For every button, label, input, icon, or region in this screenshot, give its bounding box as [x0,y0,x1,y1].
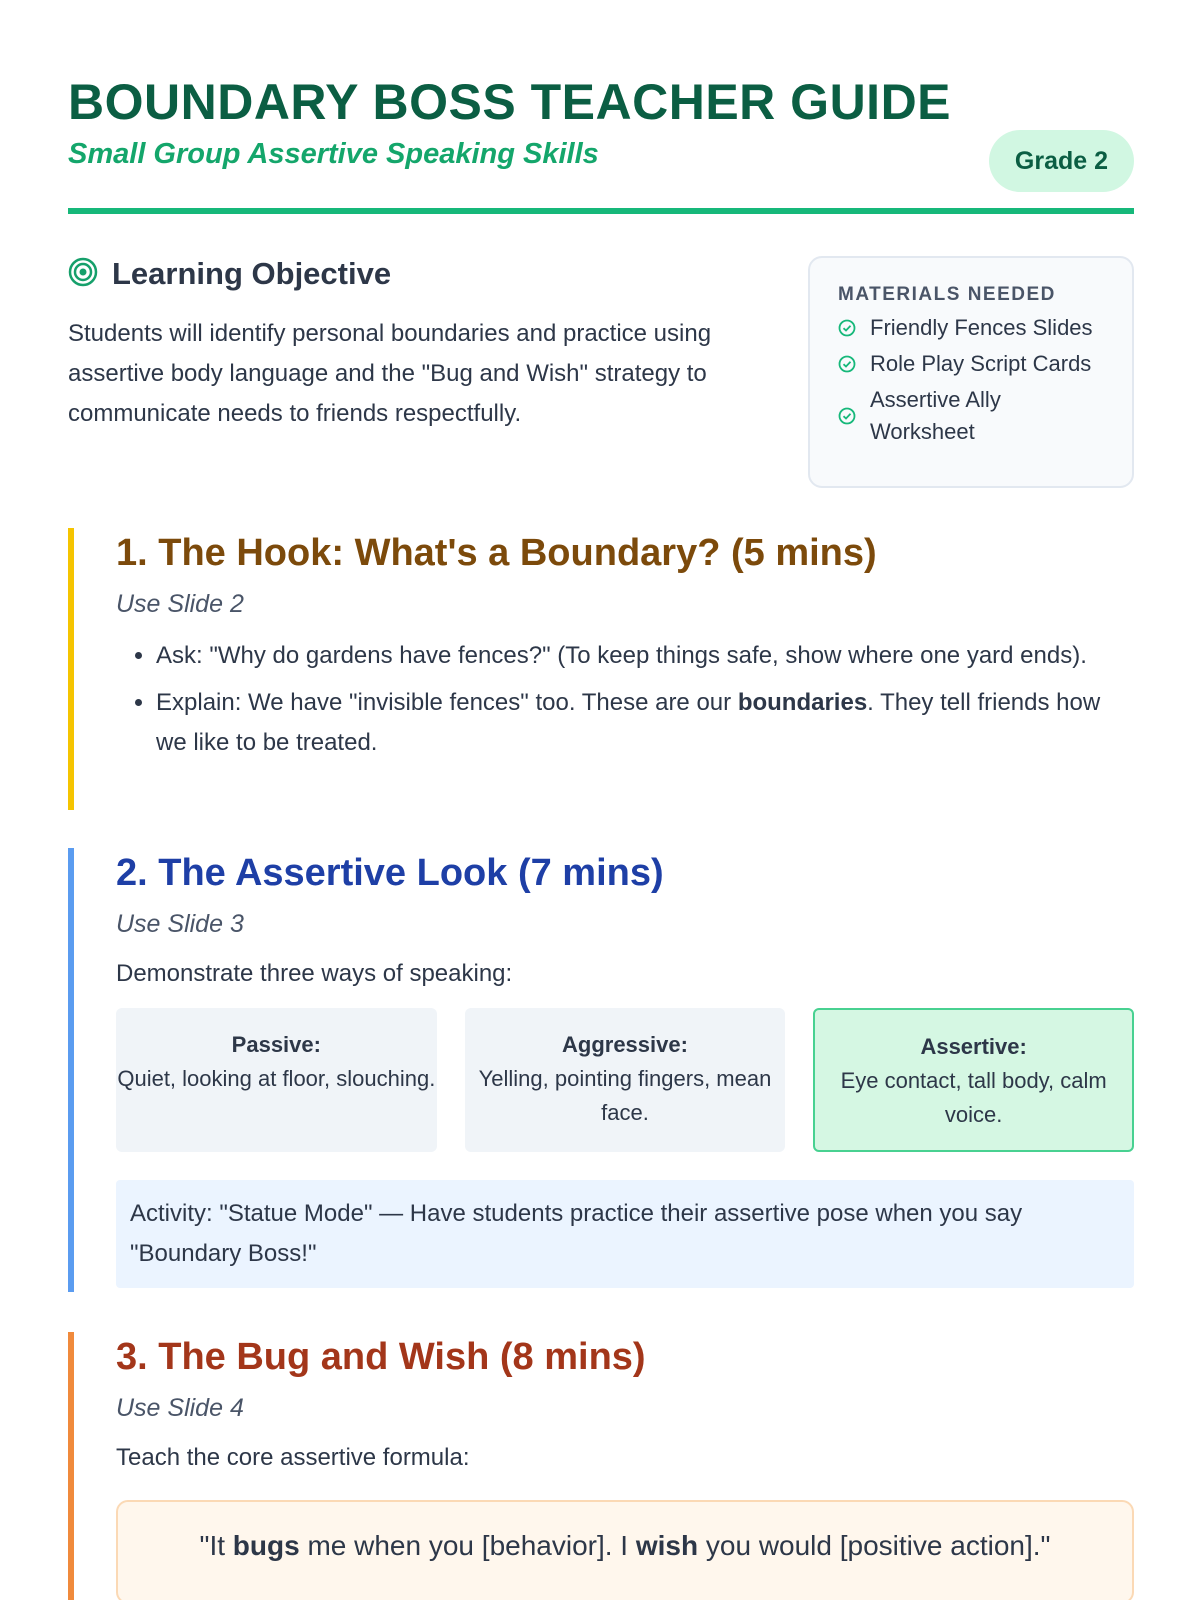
section-intro: Teach the core assertive formula: [116,1444,470,1471]
objective-heading-row [68,256,748,292]
objective-heading: Learning Objective [112,256,392,291]
material-label: Friendly Fences Slides [870,315,1093,340]
grade-badge: Grade 2 [989,130,1134,192]
card-text: Yelling, pointing fingers, mean face. [478,1066,772,1125]
learning-objective [68,256,748,434]
slide-reference: Use Slide 4 [116,1394,244,1422]
materials-heading: MATERIALS NEEDED [838,284,1056,305]
formula-text [138,1530,1112,1562]
section-title: 2. The Assertive Look (7 mins) [116,852,664,894]
hook-list [116,636,1134,763]
check-circle-icon [838,319,856,337]
card-text: Eye contact, tall body, calm voice. [840,1068,1107,1127]
section-title: 3. The Bug and Wish (8 mins) [116,1336,646,1378]
material-item [838,384,1106,448]
header-divider [68,208,1134,214]
bullet-text: Explain: We have "invisible fences" too. These are our [156,689,738,716]
formula-part: me when you [behavior]. I [299,1530,636,1561]
card-label: Aggressive: [562,1032,688,1057]
formula-part: you would [positive action]." [698,1530,1051,1561]
list-item [156,683,1134,763]
assertive-card [813,1008,1134,1152]
section-hook [68,528,1134,810]
formula-part: "It [199,1530,233,1561]
target-icon [68,257,98,292]
list-item: • Ask: "Why do gardens have fences?" (To keep things safe, show where one yard ends). [156,636,1134,676]
card-label: Assertive: [920,1034,1027,1059]
formula-keyword: bugs [232,1530,300,1561]
bullet-bold-text: boundaries [737,689,868,716]
slide-reference: Use Slide 3 [116,910,244,938]
page-subtitle: Small Group Assertive Speaking Skills [68,138,599,170]
speaking-styles [116,1008,1134,1152]
card-label: Passive: [231,1032,321,1057]
material-item [838,312,1106,344]
aggressive-card [465,1008,786,1152]
section-title: 1. The Hook: What's a Boundary? (5 mins) [116,532,877,574]
formula-keyword: wish [635,1530,699,1561]
slide-reference: Use Slide 2 [116,590,244,618]
page-title: BOUNDARY BOSS TEACHER GUIDE [68,74,952,130]
section-intro: Demonstrate three ways of speaking: [116,960,513,987]
bullet-text: . They tell friends how we like to be treated. [156,689,1101,756]
section-bug-and-wish [68,1332,1134,1600]
material-label: Assertive Ally Worksheet [870,387,1001,444]
check-circle-icon [838,355,856,373]
section-accent-bar [68,1332,74,1600]
card-text: Quiet, looking at floor, slouching. [117,1066,436,1091]
passive-card [116,1008,437,1152]
section-accent-bar [68,528,74,810]
header [68,70,1134,175]
formula-box [116,1500,1134,1600]
materials-box [808,256,1134,488]
objective-text: Students will identify personal boundaries and practice using assertive body language and the "Bug and Wish" strategy to communicate needs to friends respectfully. [68,320,712,427]
activity-callout: Activity: "Statue Mode" — Have students practice their assertive pose when you say "Boundary Boss!" [116,1180,1134,1288]
section-assertive-look [68,848,1134,1292]
material-item [838,348,1106,380]
material-label: Role Play Script Cards [870,351,1092,376]
check-circle-icon [838,407,856,425]
section-accent-bar [68,848,74,1292]
